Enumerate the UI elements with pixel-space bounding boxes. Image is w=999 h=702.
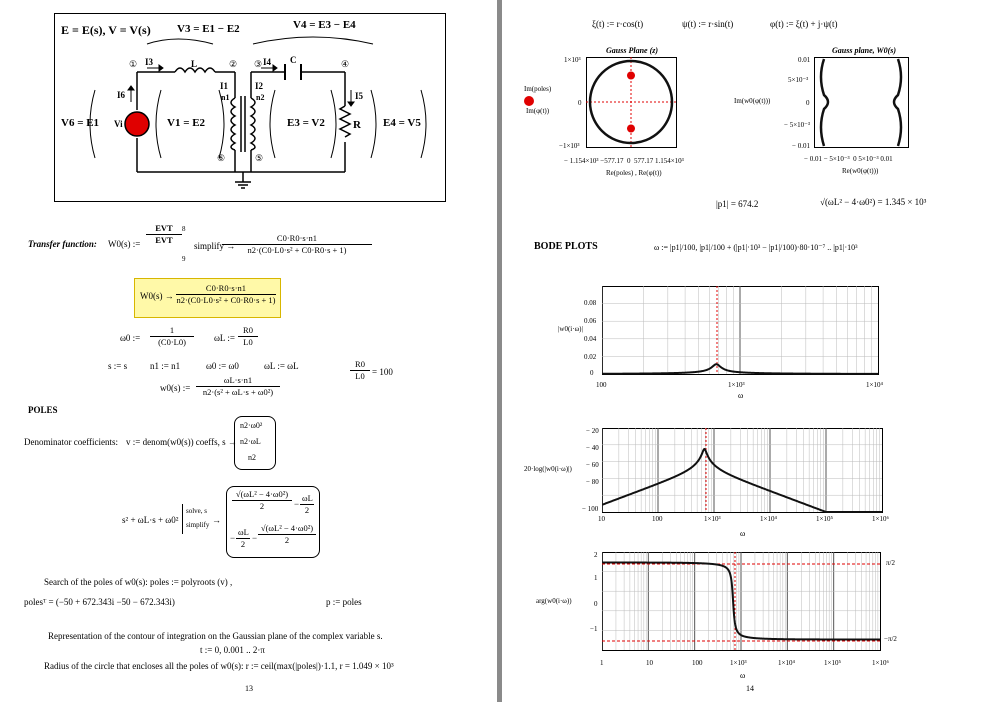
db-xtick-5: 1×10⁶ [872,515,889,523]
gauss-w-title: Gauss plane, W0(s) [832,46,897,55]
gauss-ylabel1: Im(poles) [524,85,552,93]
gauss-ytick-0: 1×10³ [564,56,581,64]
tf-num: C0·R0·s·n1 [222,234,372,245]
mag-xtick-0: 100 [596,381,607,389]
ph-ytick-0: 2 [594,551,598,559]
w0-num: 1 [150,326,194,337]
gauss-xlabel: Re(poles) , Re(φ(t)) [606,169,662,177]
ph-xtick-4: 1×10⁴ [778,659,795,667]
w0-fraction [150,326,194,346]
gw-xlabel: Re(w0(φ(t))) [842,167,879,175]
bode-db-chart [602,428,892,528]
circuit-diagram [54,13,446,202]
wl-den: L0 [243,336,253,347]
assign-w0: ω0 := ω0 [206,361,239,371]
gauss-xtick-4: 1.154×10³ [654,157,684,165]
gauss-xtick-1: −577.17 [600,157,624,165]
mag-ylabel: |w0(i·ω)| [558,325,583,333]
ph-right-top: π/2 [886,559,895,567]
ratio-num: R0 [350,360,370,371]
assign-s: s := s [108,361,128,371]
ph-xtick-5: 1×10⁵ [824,659,841,667]
mag-ytick-4: 0 [590,369,594,377]
circuit-schematic [55,14,445,201]
sol2-frac1 [236,528,250,548]
turns-n2: n2 [256,93,265,102]
xi-def: ξ(t) := r·cos(t) [592,19,644,29]
gauss-xtick-2: 0 [626,157,631,165]
w0s-fraction [196,376,280,396]
ph-omega: ω [740,671,746,680]
current-i6: I6 [117,90,126,100]
gauss-ytick-2: −1×10³ [559,142,580,150]
gw-ytick-3: − 5×10⁻³ [784,121,810,129]
box-num: C0·R0·s·n1 [176,284,276,295]
pole-2 [627,125,635,133]
solve-arrow: → [212,515,221,525]
mag-ytick-3: 0.02 [584,353,597,361]
assign-n1: n1 := n1 [150,361,181,371]
poles-transpose: polesᵀ = (−50 + 672.343i −50 − 672.343i) [24,597,175,607]
gauss-ylabel2: Im(φ(t)) [526,107,550,115]
tf-result [222,234,372,254]
gauss-xticks [564,158,684,165]
box-lhs: W0(s) → [140,291,174,301]
turns-n1: n1 [221,93,230,102]
circuit-v3: V3 = E1 − E2 [177,23,240,35]
ev-fraction [146,224,182,244]
psi-def: ψ(t) := r·sin(t) [682,19,734,29]
ph-xtick-0: 1 [600,659,604,667]
current-i5: I5 [355,91,364,101]
gw-ytick-1: 5×10⁻³ [788,76,809,84]
db-ytick-0: − 20 [586,427,599,435]
wl-num: R0 [238,326,258,337]
sol1-minus: − [294,499,300,509]
ph-right-bot: −π/2 [884,635,897,643]
vec-1: n2·ωL [240,437,261,446]
current-i2: I2 [255,81,264,91]
gw-xtick-4: 0.01 [880,155,893,163]
db-xtick-1: 100 [652,515,663,523]
sol1-a: 2 [259,500,265,511]
p1-abs: |p1| = 674.2 [716,199,759,209]
e3-label: E3 = V2 [287,117,325,129]
box-fraction [176,284,276,304]
poles-title: POLES [28,405,58,415]
wl-fraction [238,326,258,346]
vec-0: n2·ω0² [240,421,263,430]
sol2-b: 2 [240,538,246,549]
gw-ylabel: Im(w0(φ(t))) [734,97,771,105]
ev-den: EVT [155,234,173,245]
t-range: t := 0, 0.001 .. 2·π [200,645,265,655]
node-6: ⑥ [217,153,226,163]
denom-label: Denominator coefficients: [24,437,119,447]
ph-ytick-2: 0 [594,600,598,608]
ev-sub-den: 9 [182,255,186,263]
sol2-a: ωL [238,527,249,537]
sqrt-expr: √(ωL² − 4·ω0²) = 1.345 × 10³ [820,197,927,207]
gw-ytick-4: − 0.01 [792,142,810,150]
db-xtick-4: 1×10⁵ [816,515,833,523]
wl-eq: ωL := [214,333,235,343]
gw-xtick-2: 0 [853,155,857,163]
mag-xtick-2: 1×10⁴ [866,381,883,389]
sol1-frac [232,490,292,510]
sol1-frac2 [300,494,314,514]
denom-expr: v := denom(w0(s)) coeffs, s → [126,437,237,447]
ph-xtick-1: 10 [646,659,653,667]
mag-ytick-2: 0.04 [584,335,597,343]
sol2-num: √(ωL² − 4·ω0²) [258,524,316,535]
gw-xtick-3: 5×10⁻³ [858,155,879,163]
ev-sub-num: 8 [182,225,186,233]
mag-ytick-1: 0.06 [584,317,597,325]
capacitor-label: C [290,55,297,65]
ph-ytick-3: −1 [590,625,598,633]
mag-omega: ω [738,391,744,400]
w0-den: (C0·L0) [158,336,186,347]
simplify-arrow: simplify → [194,241,236,251]
ph-xtick-6: 1×10⁶ [872,659,889,667]
pole-1 [627,72,635,80]
ratio-den: L0 [355,370,365,381]
sol1-c: 2 [304,504,310,515]
w0s-lhs: w0(s) := [160,383,191,393]
gw-xtick-1: − 5×10⁻³ [823,155,850,163]
page-14 [502,0,999,702]
assign-wl: ωL := ωL [264,361,299,371]
repr-text: Representation of the contour of integration on the Gaussian plane of the complex variable s. [48,631,383,641]
search-text: Search of the poles of w0(s): poles := polyroots (v) , [44,577,233,587]
node-2: ② [229,59,238,69]
e4-label: E4 = V5 [383,117,421,129]
v1-label: V1 = E2 [167,117,206,129]
gauss-xtick-0: − 1.154×10³ [564,157,599,165]
vec-2: n2 [248,453,256,462]
node-1: ① [129,59,138,69]
sol2-neg: − [230,533,236,543]
gauss-w0-chart [814,57,914,151]
gauss-xtick-3: 577.17 [633,157,654,165]
circuit-v4: V4 = E3 − E4 [293,19,356,31]
omega-def: ω := |p1|/100, |p1|/100 + (|p1|·10³ − |p1|/100)·80·10⁻⁷ .. |p1|·10³ [654,243,858,252]
ratio-fraction [350,360,370,380]
ph-ytick-1: 1 [594,574,598,582]
w0s-den: n2·(s² + ωL·s + ω0²) [202,386,274,397]
bode-phase-chart [602,552,892,652]
db-ytick-3: − 80 [586,478,599,486]
bode-magnitude-chart [602,286,892,386]
sol1-b: ωL [302,493,313,503]
db-xtick-2: 1×10³ [704,515,721,523]
circuit-eq-top: E = E(s), V = V(s) [61,23,151,37]
current-i1: I1 [220,81,229,91]
gw-ytick-0: 0.01 [798,56,811,64]
ratio-val: = 100 [372,367,393,377]
sol2-frac2 [258,524,316,544]
page-13 [0,0,497,702]
solve-s: solve, s [186,507,207,515]
gw-ytick-2: 0 [806,99,810,107]
gauss-plane-chart [586,57,696,155]
box-den: n2·(C0·L0·s² + C0·R0·s + 1) [176,294,276,305]
w0s-num: ωL·s·n1 [196,376,280,387]
v6-label: V6 = E1 [61,117,100,129]
sol2-c: 2 [284,534,290,545]
db-xtick-0: 10 [598,515,605,523]
mag-grid [602,286,878,374]
solve-bar [182,504,183,534]
phi-def: φ(t) := ξ(t) + j·ψ(t) [770,19,838,29]
node-5: ⑤ [255,153,264,163]
db-ytick-4: − 100 [582,505,599,513]
page-number-13: 13 [245,684,253,693]
source-label: Vi [114,119,123,129]
mag-ytick-0: 0.08 [584,299,597,307]
bode-title: BODE PLOTS [534,241,598,252]
mag-xtick-1: 1×10³ [728,381,745,389]
gauss-ytick-1: 0 [578,99,582,107]
radius-text: Radius of the circle that encloses all the poles of w0(s): r := ceil(max(|poles|)·1.1, r = 1.049 × 10³ [44,661,394,671]
inductor-label: L [191,59,198,69]
ph-xtick-3: 1×10³ [730,659,747,667]
char-eq: s² + ωL·s + ω0² [122,515,179,525]
db-ylabel: 20·log(|w0(i·ω)|) [524,465,572,473]
p-assign: p := poles [326,597,362,607]
db-ytick-2: − 60 [586,461,599,469]
node-3: ③ [254,59,263,69]
resistor-label: R [353,119,361,131]
simplify2: simplify [186,521,210,529]
ph-xtick-2: 100 [692,659,703,667]
tf-den: n2·(C0·L0·s² + C0·R0·s + 1) [247,244,347,255]
db-omega: ω [740,529,746,538]
gauss-legend-marker [524,96,534,106]
gw-xtick-0: − 0.01 [804,155,822,163]
page-number-14: 14 [746,684,754,693]
ph-ylabel: arg(w0(i·ω)) [536,597,572,605]
gauss-title: Gauss Plane (z) [606,46,659,55]
w0-def: W0(s) := [108,239,141,249]
current-i4: I4 [263,57,272,67]
gw-xticks [804,156,893,163]
current-i3: I3 [145,57,154,67]
tf-label: Transfer function: [28,239,97,249]
db-xtick-3: 1×10⁴ [760,515,777,523]
db-ytick-1: − 40 [586,444,599,452]
sol1-num: √(ωL² − 4·ω0²) [232,490,292,501]
w0-eq: ω0 := [120,333,141,343]
sol2-minus: − [252,533,258,543]
node-4: ④ [341,59,350,69]
ev-num: EVT [146,224,182,235]
